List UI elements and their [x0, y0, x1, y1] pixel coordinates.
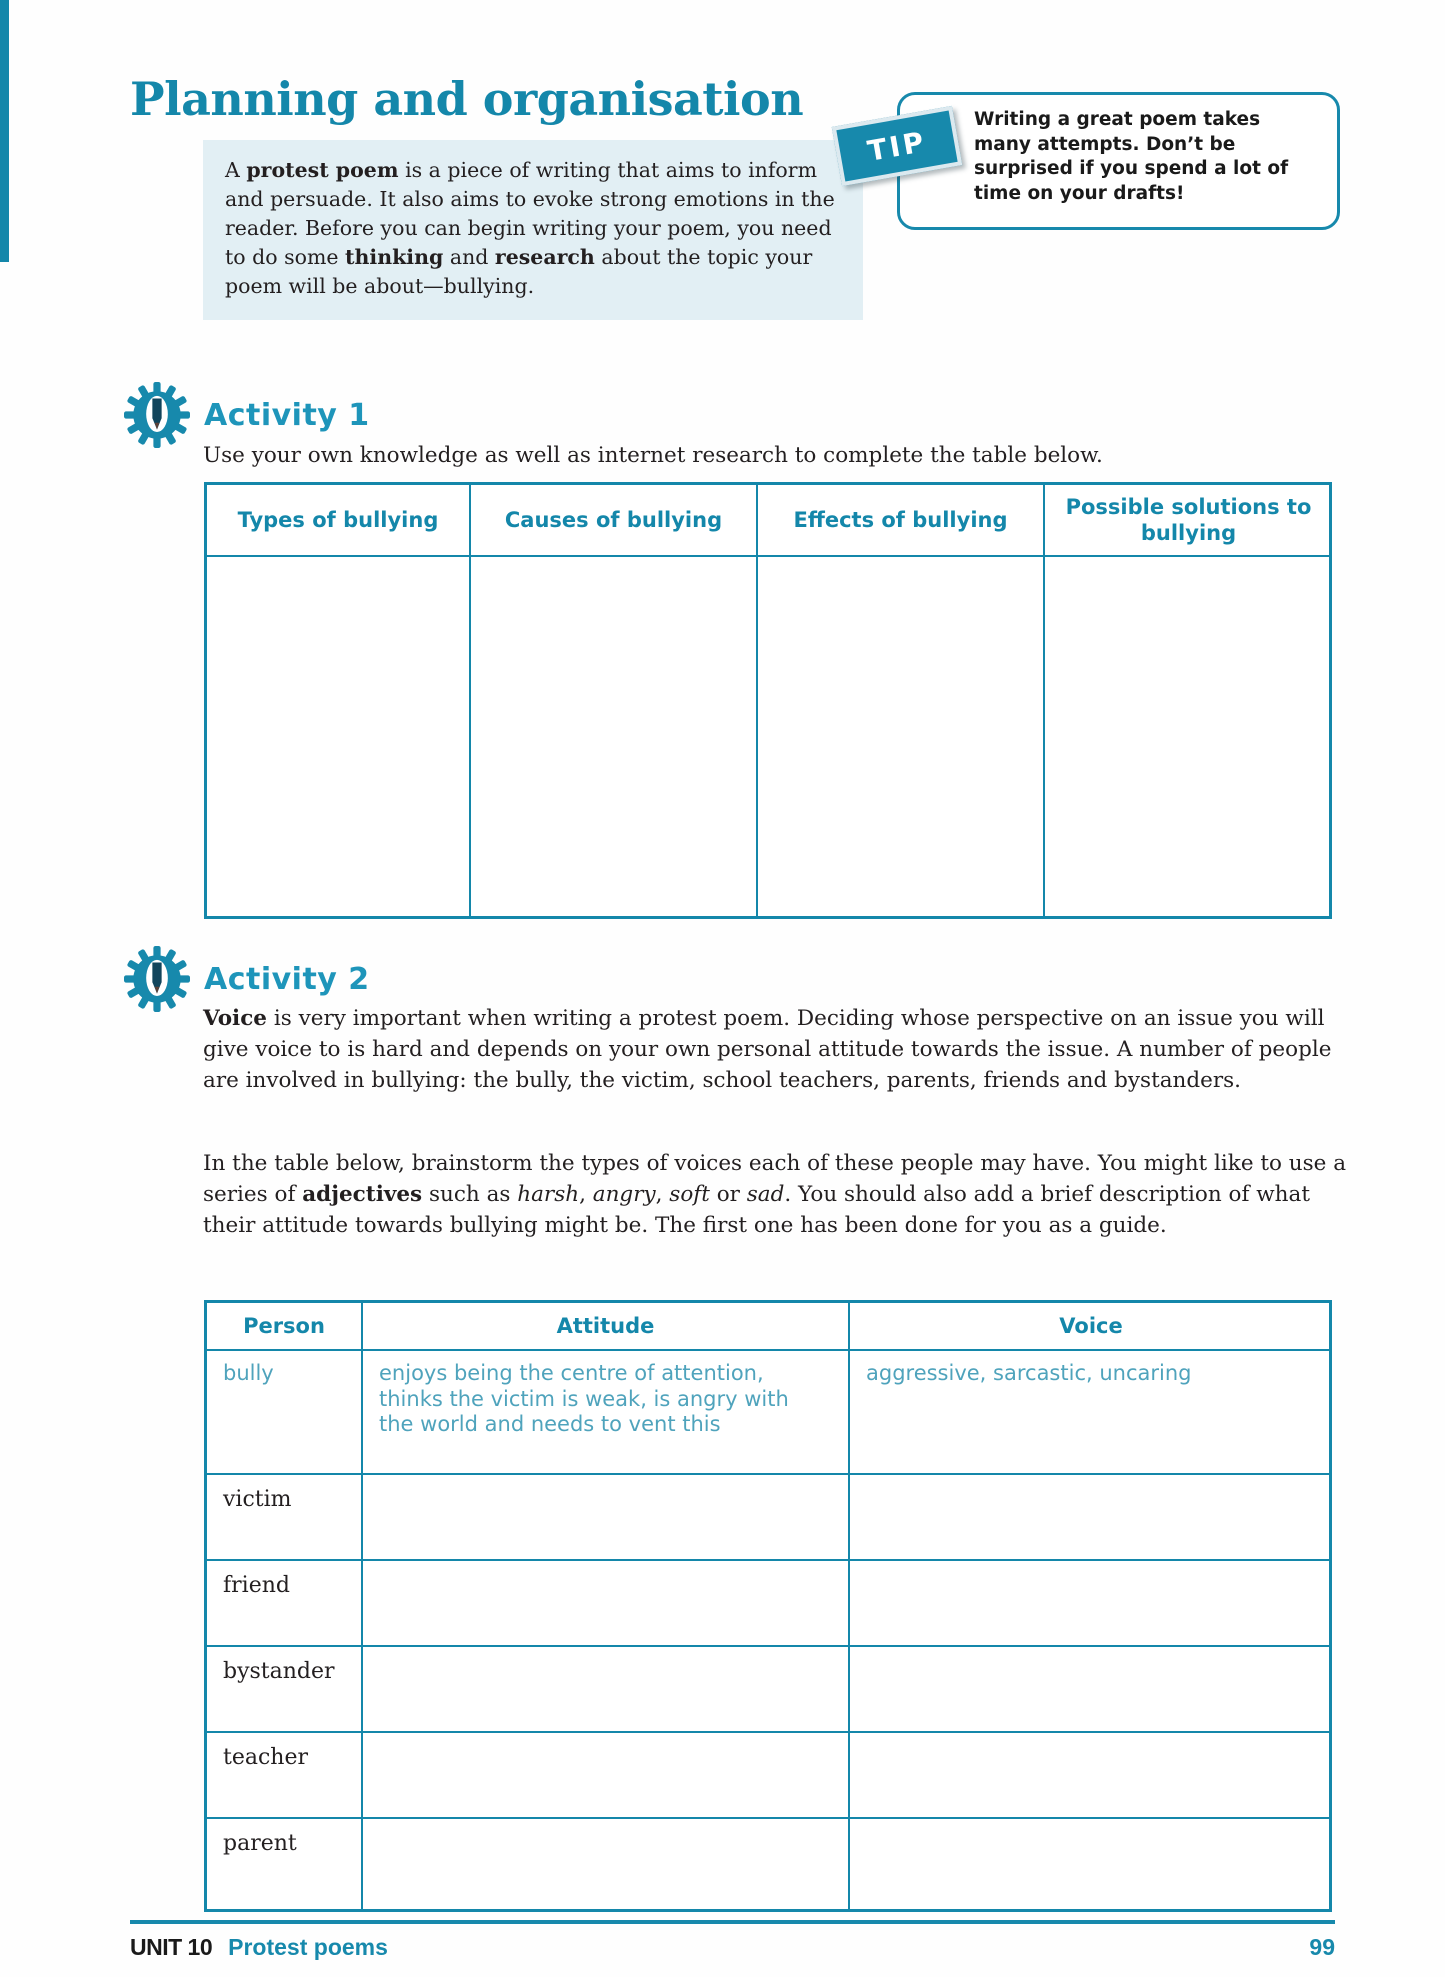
attitude-cell: enjoys being the centre of attention, thinks the victim is weak, is angry with the world and needs to vent this [363, 1351, 850, 1475]
activity2-paragraph2: In the table below, brainstorm the types of voices each of these people may have. You might like to use a series of adjectives such as harsh, angry, soft or sad. You should also add a brief description of what their attitude towards bullying might be. The first one has been done for you as a guide. [203, 1151, 1347, 1239]
empty-answer-cell [850, 1733, 1332, 1819]
empty-answer-cell [758, 557, 1045, 916]
column-header: Causes of bullying [471, 485, 758, 557]
empty-answer-cell [207, 557, 471, 916]
gear-pencil-icon [124, 946, 190, 1012]
table-row-bystander [207, 1647, 1329, 1733]
tip-text: Writing a great poem takes many attempts. Don’t be surprised if you spend a lot of time on your drafts! [974, 109, 1289, 204]
intro-bold-protest-poem: protest poem [246, 158, 399, 182]
empty-answer-cell [850, 1475, 1332, 1561]
empty-answer-cell [850, 1561, 1332, 1647]
empty-answer-cell [363, 1561, 850, 1647]
activity1-instruction: Use your own knowledge as well as internet research to complete the table below. [203, 443, 1103, 468]
activity2-table-header-row [207, 1303, 1329, 1351]
page-edge-bar [0, 0, 9, 262]
column-header: Attitude [363, 1303, 850, 1351]
column-header: Effects of bullying [758, 485, 1045, 557]
voice-cell: aggressive, sarcastic, uncaring [850, 1351, 1332, 1475]
unit-label: UNIT 10 [130, 1934, 213, 1960]
activity1-table [204, 482, 1332, 919]
empty-answer-cell [850, 1819, 1332, 1909]
person-cell: friend [207, 1561, 363, 1647]
person-cell: bully [207, 1351, 363, 1475]
person-cell: bystander [207, 1647, 363, 1733]
activity1-table-header-row [207, 485, 1329, 557]
unit-section-title: Protest poems [228, 1934, 388, 1960]
intro-text: A [225, 158, 247, 182]
table-row-teacher [207, 1733, 1329, 1819]
intro-bold-thinking: thinking [345, 245, 444, 270]
tip-badge-label: TIP [865, 124, 929, 168]
table-row-victim [207, 1475, 1329, 1561]
page-title: Planning and organisation [130, 72, 804, 126]
person-cell: parent [207, 1819, 363, 1909]
footer [130, 1934, 1335, 1961]
voice-bold: Voice [203, 1006, 267, 1031]
activity2-title: Activity 2 [204, 961, 370, 997]
activity2-paragraph1: Voice is very important when writing a protest poem. Deciding whose perspective on an issue you will give voice to is hard and depends on your own personal attitude towards the issue. A number of people are involved in bullying: the bully, the victim, school teachers, parents, friends and bystanders. [203, 1006, 1332, 1094]
activity1-title: Activity 1 [204, 397, 370, 433]
table-row-bully [207, 1351, 1329, 1475]
table-row-parent [207, 1819, 1329, 1909]
column-header: Types of bullying [207, 485, 471, 557]
activity1-table-blank-row [207, 557, 1329, 916]
empty-answer-cell [363, 1819, 850, 1909]
activity2-table [204, 1300, 1332, 1912]
person-cell: victim [207, 1475, 363, 1561]
empty-answer-cell [1045, 557, 1332, 916]
gear-pencil-icon [124, 382, 190, 448]
tip-box [897, 92, 1340, 230]
empty-answer-cell [471, 557, 758, 916]
empty-answer-cell [850, 1647, 1332, 1733]
activity1-header [124, 382, 370, 448]
column-header: Person [207, 1303, 363, 1351]
person-cell: teacher [207, 1733, 363, 1819]
column-header: Voice [850, 1303, 1332, 1351]
table-row-friend [207, 1561, 1329, 1647]
intro-bold-research: research [494, 245, 595, 270]
intro-paragraph: A protest poem is a piece of writing that aims to inform and persuade. It also aims to evoke strong emotions in the reader. Before you can begin writing your poem, you need to do some thinking and research about the topic your poem will be about—bullying. [203, 140, 863, 320]
empty-answer-cell [363, 1475, 850, 1561]
adjectives-bold: adjectives [302, 1182, 423, 1208]
column-header: Possible solutions to bullying [1045, 485, 1332, 557]
page-number: 99 [1309, 1934, 1335, 1960]
empty-answer-cell [363, 1733, 850, 1819]
empty-answer-cell [363, 1647, 850, 1733]
footer-rule [130, 1920, 1335, 1924]
